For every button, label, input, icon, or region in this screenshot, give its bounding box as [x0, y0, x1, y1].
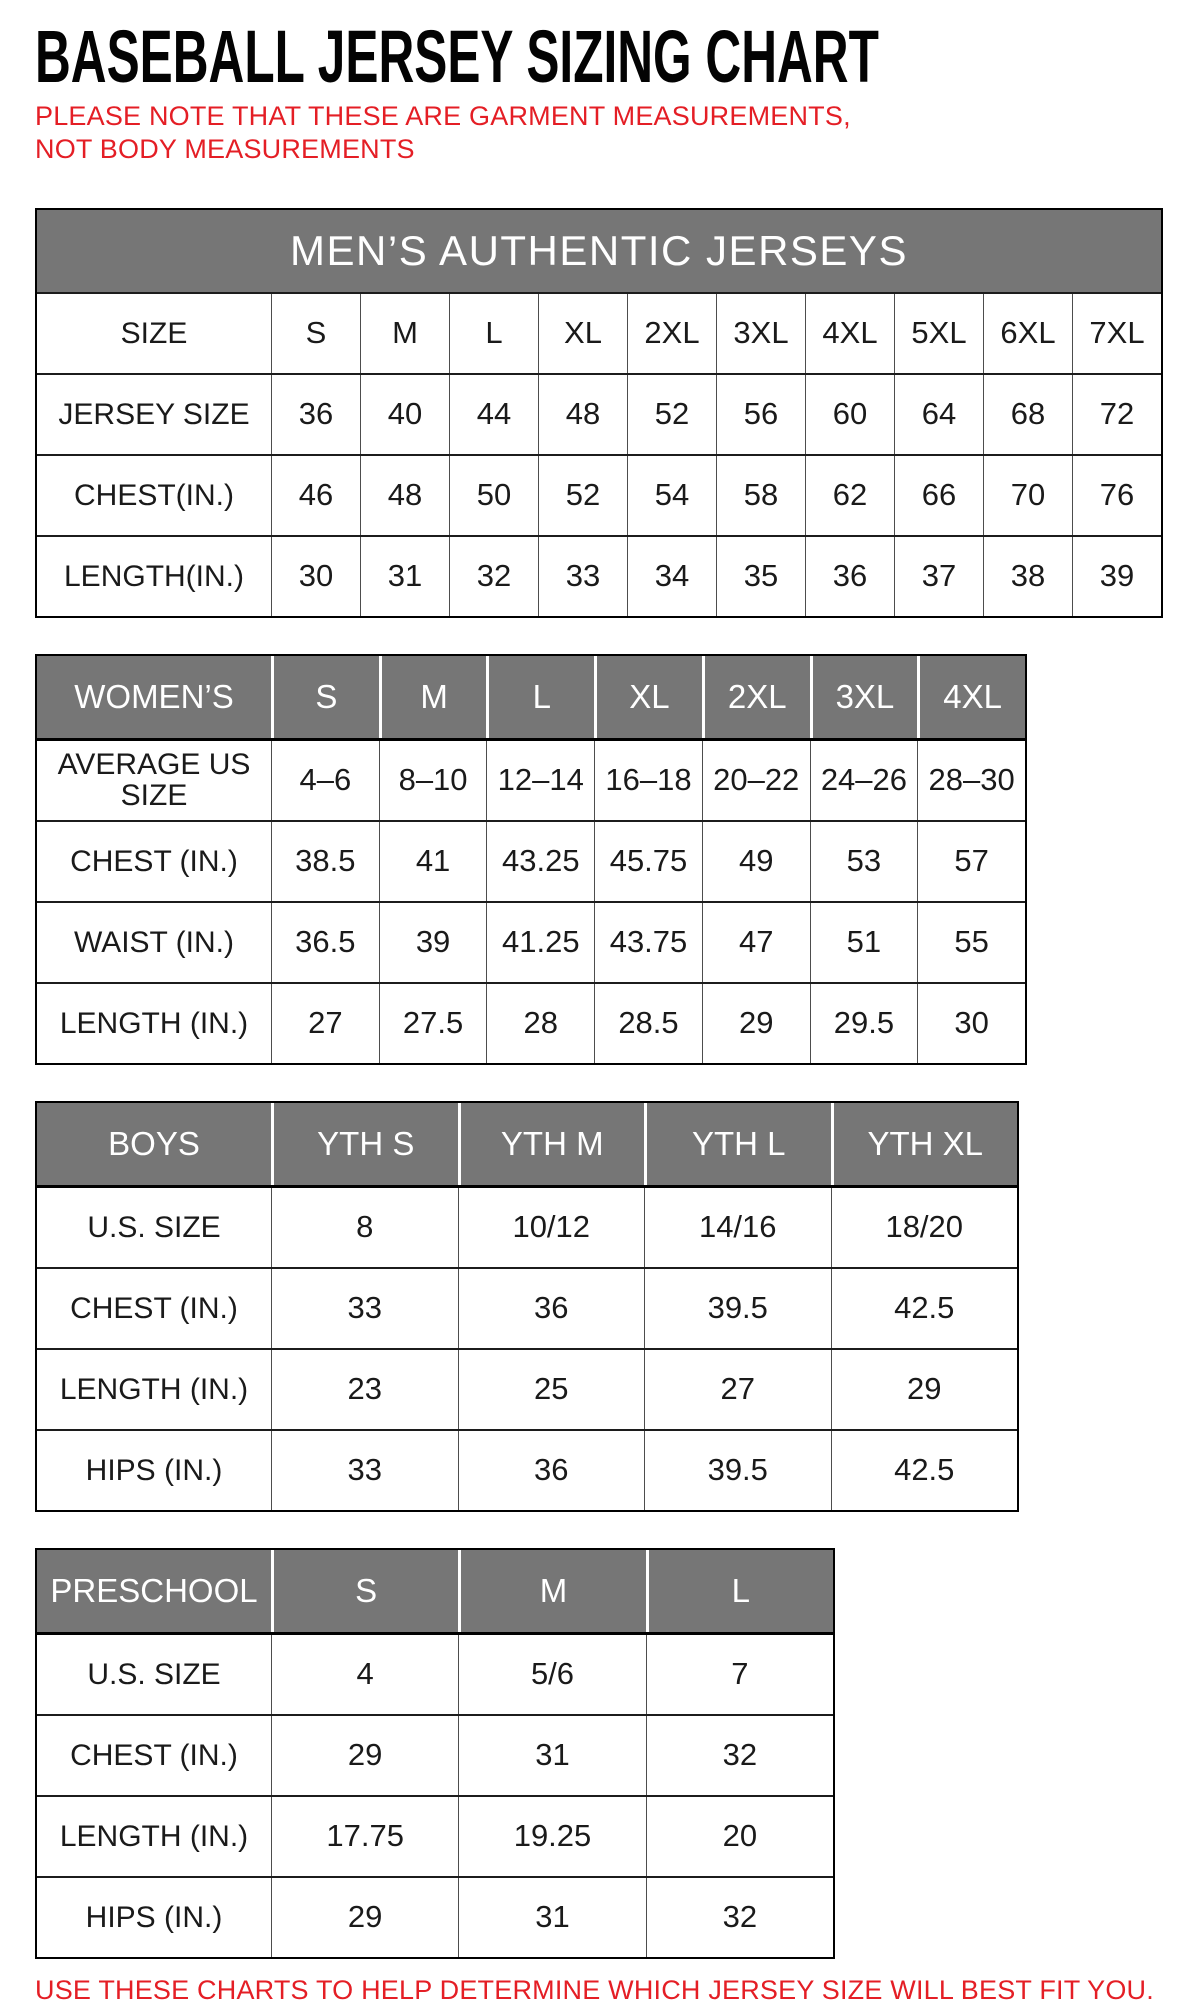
tables-container — [35, 208, 1200, 1959]
data-cell: 33 — [538, 537, 627, 616]
data-cell: 47 — [702, 903, 810, 982]
data-cell: 8 — [271, 1188, 458, 1267]
data-cell: 24–26 — [810, 741, 918, 820]
header-cell: 3XL — [810, 656, 918, 738]
data-cell: 44 — [449, 375, 538, 454]
row-label-cell: WAIST (IN.) — [74, 925, 234, 959]
womens-table — [35, 654, 1027, 1065]
data-cell: 58 — [716, 456, 805, 535]
data-cell: 10/12 — [458, 1188, 645, 1267]
header-cell: BOYS — [37, 1103, 271, 1185]
data-cell: 29 — [271, 1878, 458, 1957]
data-cell: 42.5 — [831, 1431, 1018, 1510]
data-cell: 53 — [810, 822, 918, 901]
header-cell: YTH XL — [831, 1103, 1018, 1185]
data-cell: 41.25 — [486, 903, 594, 982]
table-row — [37, 1267, 1017, 1348]
header-cell: S — [271, 1550, 458, 1632]
data-cell: 72 — [1072, 375, 1161, 454]
header-cell: WOMEN’S — [37, 656, 271, 738]
header-cell: PRESCHOOL — [37, 1550, 271, 1632]
data-cell: 29 — [271, 1716, 458, 1795]
row-label-cell: JERSEY SIZE — [58, 397, 250, 431]
data-cell: 36 — [458, 1269, 645, 1348]
table-row — [37, 741, 1025, 820]
data-cell: 39.5 — [644, 1269, 831, 1348]
data-cell: 16–18 — [594, 741, 702, 820]
data-cell: 60 — [805, 375, 894, 454]
row-label-cell: HIPS (IN.) — [85, 1900, 223, 1934]
data-cell: 36 — [805, 537, 894, 616]
data-cell: 28.5 — [594, 984, 702, 1063]
header-cell: 2XL — [702, 656, 810, 738]
data-cell: 39 — [379, 903, 487, 982]
data-cell: 32 — [646, 1878, 833, 1957]
header-cell: L — [646, 1550, 833, 1632]
header-cell: 4XL — [917, 656, 1025, 738]
data-cell: 33 — [271, 1431, 458, 1510]
data-cell: 7 — [646, 1635, 833, 1714]
data-cell: 70 — [983, 456, 1072, 535]
table-row — [37, 535, 1161, 616]
data-cell: 8–10 — [379, 741, 487, 820]
footer-note: USE THESE CHARTS TO HELP DETERMINE WHICH JERSEY SIZE WILL BEST FIT YOU. — [35, 1974, 1154, 2005]
data-cell: 20–22 — [702, 741, 810, 820]
data-cell: 18/20 — [831, 1188, 1018, 1267]
row-label-cell: LENGTH (IN.) — [59, 1372, 249, 1406]
data-cell: 12–14 — [486, 741, 594, 820]
table-row — [37, 294, 1161, 373]
data-cell: 62 — [805, 456, 894, 535]
header-cell: YTH S — [271, 1103, 458, 1185]
data-cell: 43.25 — [486, 822, 594, 901]
row-label-cell: HIPS (IN.) — [85, 1453, 223, 1487]
data-cell: 33 — [271, 1269, 458, 1348]
row-label-cell: SIZE — [120, 316, 188, 350]
row-label-cell: AVERAGE US SIZE — [57, 747, 251, 813]
data-cell: 31 — [458, 1716, 645, 1795]
data-cell: 25 — [458, 1350, 645, 1429]
data-cell: 28 — [486, 984, 594, 1063]
data-cell: M — [360, 294, 449, 373]
row-label-cell: CHEST (IN.) — [70, 1738, 238, 1772]
data-cell: 19.25 — [458, 1797, 645, 1876]
preschool-table — [35, 1548, 835, 1959]
data-cell: 4–6 — [271, 741, 379, 820]
data-cell: 66 — [894, 456, 983, 535]
header-cell: YTH M — [458, 1103, 645, 1185]
data-cell: 35 — [716, 537, 805, 616]
table-row — [37, 1635, 833, 1714]
data-cell: 4XL — [805, 294, 894, 373]
data-cell: 28–30 — [917, 741, 1025, 820]
garment-measurements-note: PLEASE NOTE THAT THESE ARE GARMENT MEASUREMENTS, NOT BODY MEASUREMENTS — [35, 101, 851, 164]
data-cell: 17.75 — [271, 1797, 458, 1876]
table-row — [37, 1714, 833, 1795]
table-row — [37, 820, 1025, 901]
data-cell: 30 — [917, 984, 1025, 1063]
mens-table — [35, 208, 1163, 618]
data-cell: 37 — [894, 537, 983, 616]
data-cell: 46 — [271, 456, 360, 535]
data-cell: 32 — [646, 1716, 833, 1795]
data-cell: 50 — [449, 456, 538, 535]
table-row — [37, 454, 1161, 535]
data-cell: 3XL — [716, 294, 805, 373]
womens-header-row — [37, 656, 1025, 741]
mens-banner: MEN’S AUTHENTIC JERSEYS — [37, 210, 1161, 294]
table-row — [37, 982, 1025, 1063]
data-cell: 48 — [360, 456, 449, 535]
table-row — [37, 1795, 833, 1876]
data-cell: 30 — [271, 537, 360, 616]
data-cell: 23 — [271, 1350, 458, 1429]
row-label-cell: LENGTH (IN.) — [59, 1819, 249, 1853]
header-cell: M — [458, 1550, 645, 1632]
data-cell: 5/6 — [458, 1635, 645, 1714]
data-cell: 29.5 — [810, 984, 918, 1063]
data-cell: 56 — [716, 375, 805, 454]
data-cell: 27.5 — [379, 984, 487, 1063]
data-cell: 52 — [627, 375, 716, 454]
table-row — [37, 1188, 1017, 1267]
data-cell: 31 — [458, 1878, 645, 1957]
data-cell: 41 — [379, 822, 487, 901]
data-cell: 20 — [646, 1797, 833, 1876]
data-cell: 2XL — [627, 294, 716, 373]
data-cell: 27 — [271, 984, 379, 1063]
data-cell: 4 — [271, 1635, 458, 1714]
header-cell: L — [486, 656, 594, 738]
data-cell: 36 — [271, 375, 360, 454]
data-cell: 52 — [538, 456, 627, 535]
row-label-cell: LENGTH(IN.) — [64, 559, 244, 593]
header-cell: YTH L — [644, 1103, 831, 1185]
data-cell: 29 — [702, 984, 810, 1063]
data-cell: 40 — [360, 375, 449, 454]
data-cell: 76 — [1072, 456, 1161, 535]
data-cell: 29 — [831, 1350, 1018, 1429]
row-label-cell: CHEST (IN.) — [70, 1291, 238, 1325]
data-cell: 34 — [627, 537, 716, 616]
data-cell: 36.5 — [271, 903, 379, 982]
row-label-cell: U.S. SIZE — [87, 1210, 221, 1244]
header-cell: S — [271, 656, 379, 738]
data-cell: 38.5 — [271, 822, 379, 901]
boys-header-row — [37, 1103, 1017, 1188]
data-cell: 39 — [1072, 537, 1161, 616]
data-cell: 6XL — [983, 294, 1072, 373]
data-cell: 38 — [983, 537, 1072, 616]
data-cell: 64 — [894, 375, 983, 454]
table-row — [37, 1876, 833, 1957]
data-cell: 14/16 — [644, 1188, 831, 1267]
data-cell: XL — [538, 294, 627, 373]
data-cell: 27 — [644, 1350, 831, 1429]
data-cell: 39.5 — [644, 1431, 831, 1510]
header-cell: M — [379, 656, 487, 738]
data-cell: 36 — [458, 1431, 645, 1510]
data-cell: 54 — [627, 456, 716, 535]
table-row — [37, 1429, 1017, 1510]
data-cell: 68 — [983, 375, 1072, 454]
data-cell: 43.75 — [594, 903, 702, 982]
data-cell: 48 — [538, 375, 627, 454]
preschool-header-row — [37, 1550, 833, 1635]
header-cell: XL — [594, 656, 702, 738]
data-cell: S — [271, 294, 360, 373]
data-cell: 57 — [917, 822, 1025, 901]
table-row — [37, 373, 1161, 454]
boys-table — [35, 1101, 1019, 1512]
data-cell: 49 — [702, 822, 810, 901]
data-cell: 5XL — [894, 294, 983, 373]
data-cell: 42.5 — [831, 1269, 1018, 1348]
row-label-cell: CHEST (IN.) — [70, 844, 238, 878]
table-row — [37, 1348, 1017, 1429]
data-cell: 32 — [449, 537, 538, 616]
data-cell: 55 — [917, 903, 1025, 982]
row-label-cell: CHEST(IN.) — [74, 478, 234, 512]
table-row — [37, 901, 1025, 982]
row-label-cell: LENGTH (IN.) — [59, 1006, 249, 1040]
data-cell: 31 — [360, 537, 449, 616]
data-cell: 45.75 — [594, 822, 702, 901]
data-cell: 7XL — [1072, 294, 1161, 373]
data-cell: 51 — [810, 903, 918, 982]
data-cell: L — [449, 294, 538, 373]
page-title: BASEBALL JERSEY SIZING CHART — [35, 15, 879, 98]
row-label-cell: U.S. SIZE — [87, 1657, 221, 1691]
